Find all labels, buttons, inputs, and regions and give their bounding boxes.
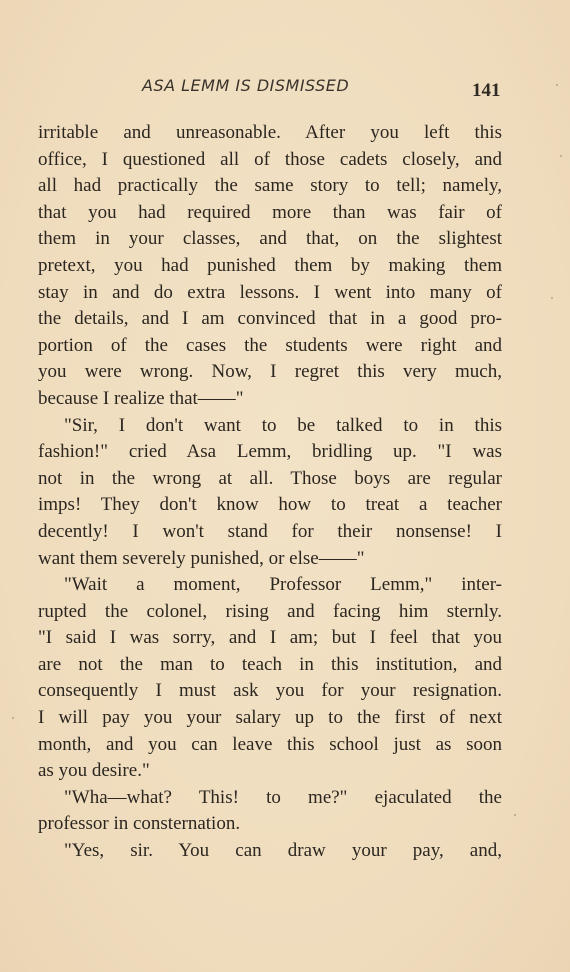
- text-line: as you desire.": [38, 760, 150, 782]
- text-line: month, and you can leave this school just as soon: [38, 733, 502, 755]
- text-line: them in your classes, and that, on the slightest: [38, 228, 502, 250]
- text-line: office, I questioned all of those cadets closely, and: [38, 148, 502, 170]
- paragraph-1: [38, 120, 502, 413]
- text-line: irritable and unreasonable. After you left this: [38, 122, 502, 143]
- text-line: the details, and I am convinced that in a good pro-: [38, 308, 502, 330]
- paragraph-5: [38, 838, 502, 865]
- page-number: 141: [472, 80, 501, 101]
- text-line: professor in consternation.: [38, 813, 241, 835]
- paragraph-2: [38, 413, 502, 573]
- text-line: fashion!" cried Asa Lemm, bridling up. "I was: [38, 441, 502, 463]
- text-line: "Sir, I don't want to be talked to in this: [64, 414, 502, 436]
- paper-speck: [560, 155, 562, 157]
- text-line: not in the wrong at all. Those boys are regular: [38, 467, 502, 489]
- text-line: portion of the cases the students were right and: [38, 334, 502, 356]
- text-line: because I realize that——": [38, 387, 244, 409]
- text-line: stay in and do extra lessons. I went into many of: [38, 281, 502, 303]
- running-header: [0, 76, 570, 104]
- text-line: pretext, you had punished them by making them: [38, 254, 502, 276]
- running-title: ASA LEMM IS DISMISSED: [142, 76, 350, 95]
- paragraph-4: [38, 785, 502, 838]
- text-line: "Wha—what? This! to me?" ejaculated the: [64, 786, 502, 808]
- paper-speck: [12, 717, 14, 719]
- body-text: [38, 120, 502, 865]
- text-line: "Wait a moment, Professor Lemm," inter-: [64, 574, 502, 596]
- paper-speck: [556, 84, 558, 86]
- paragraph-3: [38, 572, 502, 785]
- text-line: "Yes, sir. You can draw your pay, and,: [64, 840, 502, 862]
- text-line: that you had required more than was fair of: [38, 201, 502, 223]
- text-line: you were wrong. Now, I regret this very much,: [38, 361, 502, 383]
- text-line: all had practically the same story to tell; namely,: [38, 175, 502, 197]
- text-line: are not the man to teach in this institution, and: [38, 653, 502, 675]
- text-line: "I said I was sorry, and I am; but I feel that you: [38, 627, 502, 649]
- paper-speck: [514, 814, 516, 816]
- text-line: I will pay you your salary up to the first of next: [38, 707, 502, 729]
- text-line: decently! I won't stand for their nonsense! I: [38, 520, 502, 542]
- text-line: consequently I must ask you for your resignation.: [38, 680, 502, 702]
- paper-speck: [551, 297, 553, 299]
- text-line: rupted the colonel, rising and facing him sternly.: [38, 600, 502, 622]
- text-line: imps! They don't know how to treat a teacher: [38, 494, 502, 516]
- text-line: want them severely punished, or else——": [38, 547, 365, 569]
